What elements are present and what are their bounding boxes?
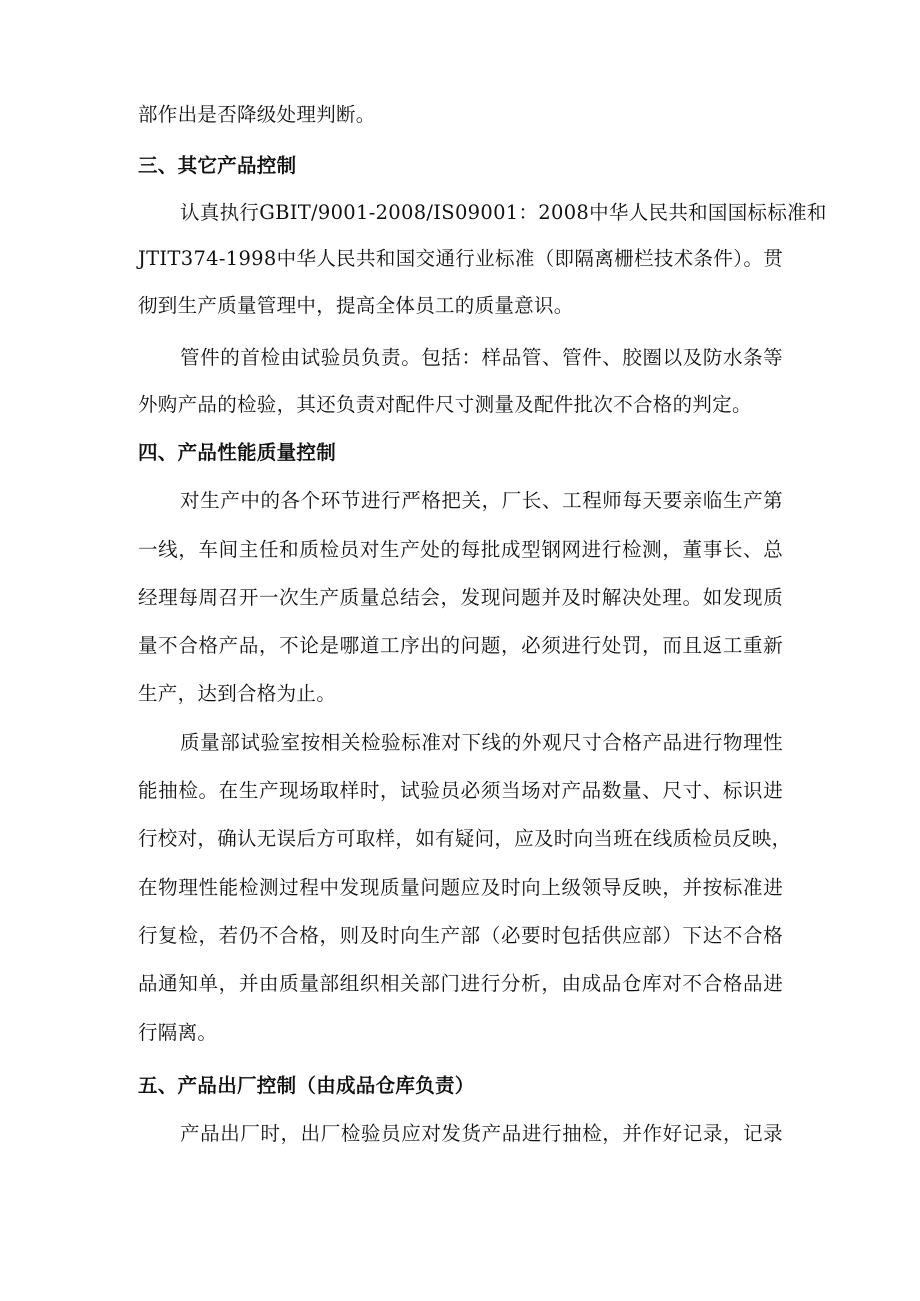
paragraph-line: 一线，车间主任和质检员对生产处的每批成型钢网进行检测，董事长、总: [138, 538, 783, 561]
paragraph-line: 在物理性能检测过程中发现质量问题应及时向上级领导反映，并按标准进: [138, 876, 783, 899]
section-heading-5: 五、产品出厂控制（由成品仓库负责）: [138, 1074, 475, 1097]
paragraph-line: 部作出是否降级处理判断。: [138, 103, 376, 126]
paragraph-line: 对生产中的各个环节进行严格把关，厂长、工程师每天要亲临生产第: [180, 489, 783, 512]
paragraph-line: 行复检，若仍不合格，则及时向生产部（必要时包括供应部）下达不合格: [138, 924, 783, 947]
paragraph-line: 质量部试验室按相关检验标准对下线的外观尺寸合格产品进行物理性: [180, 731, 783, 754]
paragraph-line: 行校对，确认无误后方可取样，如有疑问，应及时向当班在线质检员反映，: [138, 827, 792, 850]
paragraph-line: 产品出厂时，出厂检验员应对发货产品进行抽检，并作好记录，记录: [180, 1122, 783, 1145]
paragraph-line: 认真执行GBIT/9001-2008/IS09001：2008中华人民共和国国标标准和: [180, 201, 827, 224]
paragraph-line: 行隔离。: [138, 1021, 218, 1044]
paragraph-line: 外购产品的检验，其还负责对配件尺寸测量及配件批次不合格的判定。: [138, 393, 752, 416]
paragraph-line: JTIT374-1998中华人民共和国交通行业标准（即隔离栅栏技术条件）。贯: [138, 247, 783, 270]
paragraph-line: 量不合格产品，不论是哪道工序出的问题，必须进行处罚，而且返工重新: [138, 634, 783, 657]
paragraph-line: 生产，达到合格为止。: [138, 682, 337, 705]
paragraph-line: 经理每周召开一次生产质量总结会，发现问题并及时解决处理。如发现质: [138, 586, 783, 609]
section-heading-4: 四、产品性能质量控制: [138, 441, 337, 464]
section-heading-3: 三、其它产品控制: [138, 154, 297, 177]
paragraph-line: 彻到生产质量管理中，提高全体员工的质量意识。: [138, 294, 574, 317]
paragraph-line: 品通知单，并由质量部组织相关部门进行分析，由成品仓库对不合格品进: [138, 972, 783, 995]
paragraph-line: 管件的首检由试验员负责。包括：样品管、管件、胶圈以及防水条等: [180, 346, 783, 369]
paragraph-line: 能抽检。在生产现场取样时，试验员必须当场对产品数量、尺寸、标识进: [138, 779, 783, 802]
